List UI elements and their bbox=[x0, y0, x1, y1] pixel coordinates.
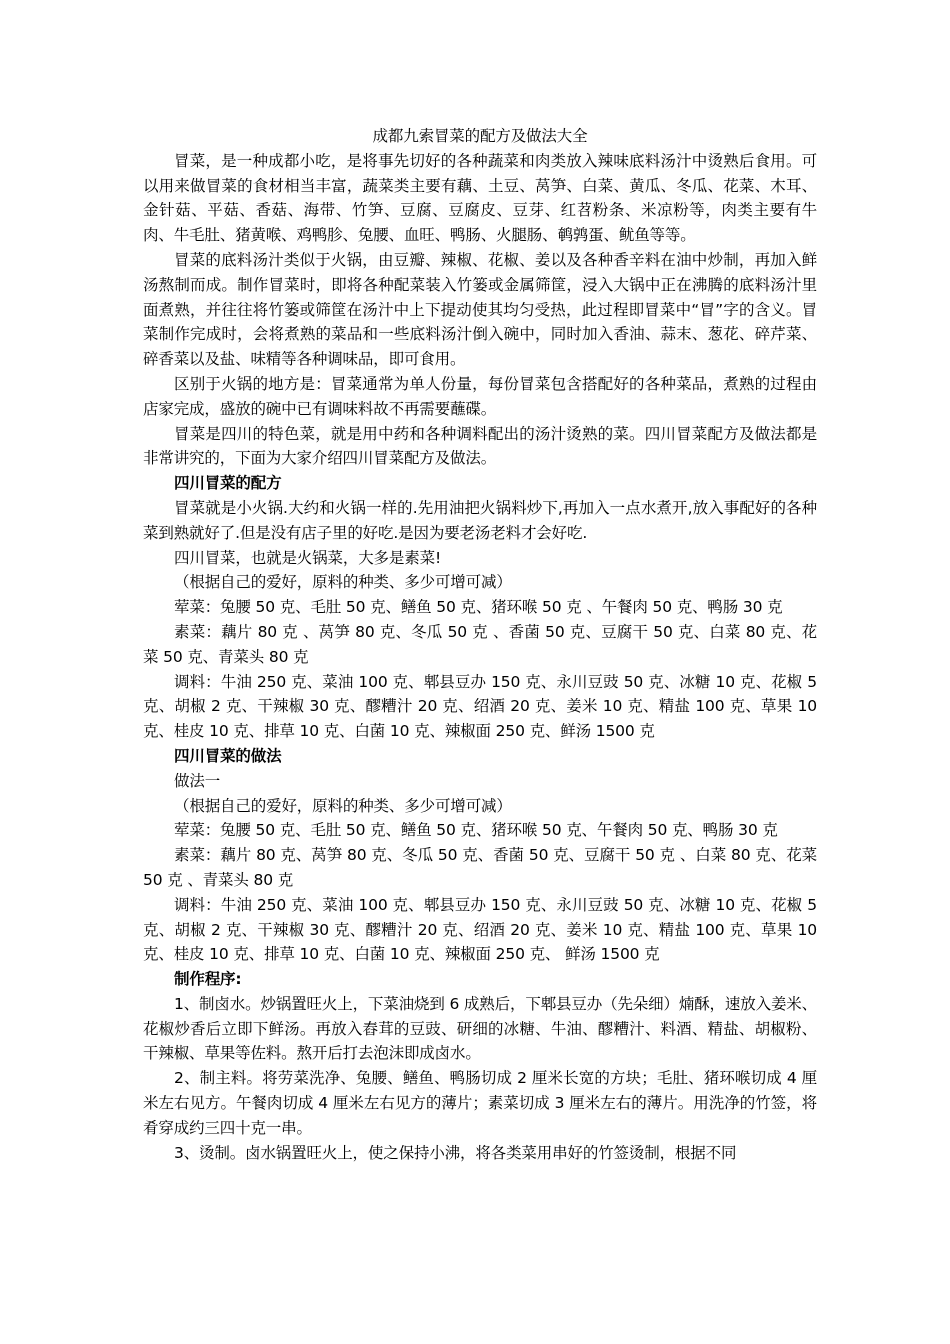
document-body bbox=[143, 149, 817, 1166]
body-paragraph: 四川冒菜，也就是火锅菜，大多是素菜! bbox=[174, 548, 442, 567]
body-paragraph: 做法一 bbox=[174, 771, 221, 790]
body-paragraph: 素菜：藕片 80 克 、莴笋 80 克、冬瓜 50 克 、香菌 50 克、豆腐干 50 克、白菜 80 克、花菜 50 克、青菜头 80 克 bbox=[143, 622, 817, 666]
body-paragraph: 素菜：藕片 80 克、莴笋 80 克、冬瓜 50 克、香菌 50 克、豆腐干 50 克 、白菜 80 克、花菜 50 克 、青菜头 80 克 bbox=[143, 846, 817, 889]
body-paragraph: （根据自己的爱好，原料的种类、多少可增可减） bbox=[174, 796, 512, 815]
section-heading: 四川冒菜的配方 bbox=[174, 474, 282, 493]
body-paragraph: 荤菜：兔腰 50 克、毛肚 50 克、鳝鱼 50 克、猪环喉 50 克 、午餐肉 50 克、鸭肠 30 克 bbox=[174, 598, 783, 617]
body-paragraph: 冒菜是四川的特色菜，就是用中药和各种调料配出的汤汁烫熟的菜。四川冒菜配方及做法都是非常讲究的，下面为大家介绍四川冒菜配方及做法。 bbox=[143, 424, 817, 468]
section-heading: 四川冒菜的做法 bbox=[174, 746, 282, 765]
document-page bbox=[143, 124, 817, 1165]
body-paragraph: 2、制主料。将劳菜洗净、兔腰、鳝鱼、鸭肠切成 2 厘米长宽的方块；毛肚、猪环喉切成 4 厘米左右见方。午餐肉切成 4 厘米左右见方的薄片；素菜切成 3 厘米左右的薄片。用洗净的竹签，将肴穿成约三四十克一串。 bbox=[143, 1069, 817, 1137]
body-paragraph: 冒菜，是一种成都小吃，是将事先切好的各种蔬菜和肉类放入辣味底料汤汁中烫熟后食用。可以用来做冒菜的食材相当丰富，蔬菜类主要有藕、土豆、莴笋、白菜、黄瓜、冬瓜、花菜、木耳、金针菇、平菇、香菇、海带、竹笋、豆腐、豆腐皮、豆芽、红苕粉条、米凉粉等，肉类主要有牛肉、牛毛肚、猪黄喉、鸡鸭胗、兔腰、血旺、鸭肠、火腿肠、鹌鹑蛋、鱿鱼等等。 bbox=[143, 151, 817, 245]
body-paragraph: 调料：牛油 250 克、菜油 100 克、郫县豆办 150 克、永川豆豉 50 克、冰糖 10 克、花椒 5 克、胡椒 2 克、干辣椒 30 克、醪糟汁 20 克、绍酒 20 克、姜米 10 克、精盐 100 克、草果 10 克、桂皮 10 克、排草 10 克、白菌 10 克、辣椒面 250 克、 鲜汤 1500 克 bbox=[143, 895, 817, 964]
body-paragraph: 区别于火锅的地方是：冒菜通常为单人份量，每份冒菜包含搭配好的各种菜品，煮熟的过程由店家完成，盛放的碗中已有调味料故不再需要蘸碟。 bbox=[143, 374, 817, 418]
body-paragraph: 荤菜：兔腰 50 克、毛肚 50 克、鳝鱼 50 克、猪环喉 50 克、午餐肉 50 克、鸭肠 30 克 bbox=[174, 821, 778, 840]
body-paragraph: 3、烫制。卤水锅置旺火上，使之保持小沸，将各类菜用串好的竹签烫制，根据不同 bbox=[174, 1143, 737, 1162]
body-paragraph: 1、制卤水。炒锅置旺火上，下菜油烧到 6 成熟后，下郫县豆办（先朵细）煵酥，速放入姜米、花椒炒香后立即下鲜汤。再放入舂茸的豆豉、研细的冰糖、牛油、醪糟汁、料酒、精盐、胡椒粉、干辣椒、草果等佐料。熬开后打去泡沫即成卤水。 bbox=[143, 994, 817, 1063]
body-paragraph: 冒菜的底料汤汁类似于火锅，由豆瓣、辣椒、花椒、姜以及各种香辛料在油中炒制，再加入鲜汤熬制而成。制作冒菜时，即将各种配菜装入竹篓或金属筛筐，浸入大锅中正在沸腾的底料汤汁里面煮熟，并往往将竹篓或筛筐在汤汁中上下提动使其均匀受热，此过程即冒菜中“冒”字的含义。冒菜制作完成时，会将煮熟的菜品和一些底料汤汁倒入碗中，同时加入香油、蒜末、葱花、碎芹菜、碎香菜以及盐、味精等各种调味品，即可食用。 bbox=[143, 250, 817, 369]
body-paragraph: 冒菜就是小火锅.大约和火锅一样的.先用油把火锅料炒下,再加入一点水煮开,放入事配好的各种菜到熟就好了.但是没有店子里的好吃.是因为要老汤老料才会好吃. bbox=[143, 498, 817, 542]
body-paragraph: 调料：牛油 250 克、菜油 100 克、郫县豆办 150 克、永川豆豉 50 克、冰糖 10 克、花椒 5 克、胡椒 2 克、干辣椒 30 克、醪糟汁 20 克、绍酒 20 克、姜米 10 克、精盐 100 克、草果 10 克、桂皮 10 克、排草 10 克、白菌 10 克、辣椒面 250 克、鲜汤 1500 克 bbox=[143, 672, 817, 741]
body-paragraph: （根据自己的爱好，原料的种类、多少可增可减） bbox=[174, 573, 512, 592]
section-heading: 制作程序: bbox=[174, 970, 242, 989]
document-title: 成都九索冒菜的配方及做法大全 bbox=[372, 127, 588, 145]
